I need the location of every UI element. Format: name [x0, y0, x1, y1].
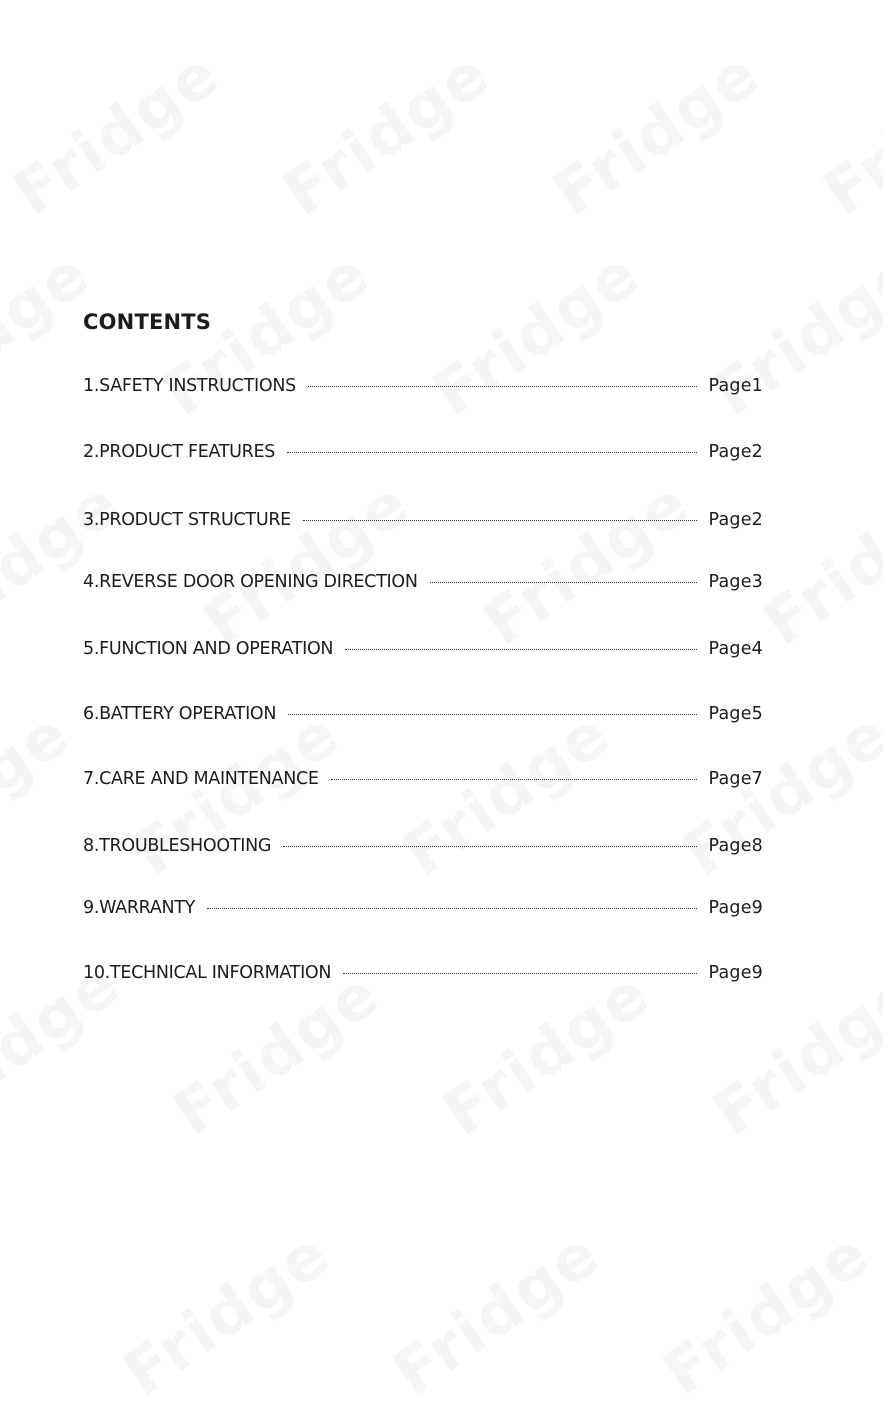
- toc-entry-technical-information[interactable]: [83, 960, 763, 986]
- contents-title: CONTENTS: [83, 310, 212, 334]
- toc-entry-page: Page9: [708, 963, 763, 983]
- toc-entry-page: Page4: [708, 639, 763, 659]
- dotted-leader: [283, 846, 696, 847]
- toc-entry-warranty[interactable]: [83, 895, 763, 921]
- toc-entry-label: 10.TECHNICAL INFORMATION: [83, 963, 332, 983]
- watermark: [270, 36, 503, 229]
- toc-entry-page: Page1: [708, 376, 763, 396]
- dotted-leader: [207, 908, 696, 909]
- dotted-leader: [308, 386, 697, 387]
- toc-entry-label: 4.REVERSE DOOR OPENING DIRECTION: [83, 572, 418, 592]
- toc-entry-care-and-maintenance[interactable]: [83, 766, 763, 792]
- toc-entry-battery-operation[interactable]: [83, 701, 763, 727]
- dotted-leader: [343, 973, 696, 974]
- toc-entry-page: Page7: [708, 769, 763, 789]
- toc-entry-label: 7.CARE AND MAINTENANCE: [83, 769, 319, 789]
- watermark: [700, 236, 883, 429]
- toc-entry-safety-instructions[interactable]: [83, 373, 763, 399]
- toc-entry-label: 8.TROUBLESHOOTING: [83, 836, 272, 856]
- toc-entry-label: 9.WARRANTY: [83, 898, 196, 918]
- toc-entry-troubleshooting[interactable]: [83, 833, 763, 859]
- toc-entry-product-structure[interactable]: [83, 507, 763, 533]
- dotted-leader: [331, 779, 697, 780]
- toc-entry-label: 3.PRODUCT STRUCTURE: [83, 510, 291, 530]
- dotted-leader: [430, 582, 697, 583]
- watermark: [810, 36, 883, 229]
- toc-entry-label: 1.SAFETY INSTRUCTIONS: [83, 376, 296, 396]
- dotted-leader: [303, 520, 697, 521]
- watermark: [650, 1216, 883, 1409]
- toc-entry-label: 5.FUNCTION AND OPERATION: [83, 639, 334, 659]
- toc-entry-page: Page8: [708, 836, 763, 856]
- toc-entry-label: 6.BATTERY OPERATION: [83, 704, 277, 724]
- watermark: [540, 36, 773, 229]
- watermark: [470, 466, 703, 659]
- toc-entry-page: Page9: [708, 898, 763, 918]
- dotted-leader: [288, 714, 696, 715]
- watermark: [0, 36, 233, 229]
- watermark: [0, 466, 133, 659]
- watermark: [420, 236, 653, 429]
- watermark: [190, 466, 423, 659]
- watermark: [750, 466, 883, 659]
- toc-entry-page: Page3: [708, 572, 763, 592]
- watermark: [110, 1216, 343, 1409]
- dotted-leader: [287, 452, 696, 453]
- toc-entry-function-and-operation[interactable]: [83, 636, 763, 662]
- watermark: [0, 696, 83, 889]
- watermark: [380, 1216, 613, 1409]
- toc-entry-label: 2.PRODUCT FEATURES: [83, 442, 276, 462]
- toc-entry-page: Page2: [708, 510, 763, 530]
- toc-entry-reverse-door-opening-direction[interactable]: [83, 569, 763, 595]
- toc-entry-page: Page2: [708, 442, 763, 462]
- toc-entry-product-features[interactable]: [83, 439, 763, 465]
- dotted-leader: [345, 649, 696, 650]
- toc-entry-page: Page5: [708, 704, 763, 724]
